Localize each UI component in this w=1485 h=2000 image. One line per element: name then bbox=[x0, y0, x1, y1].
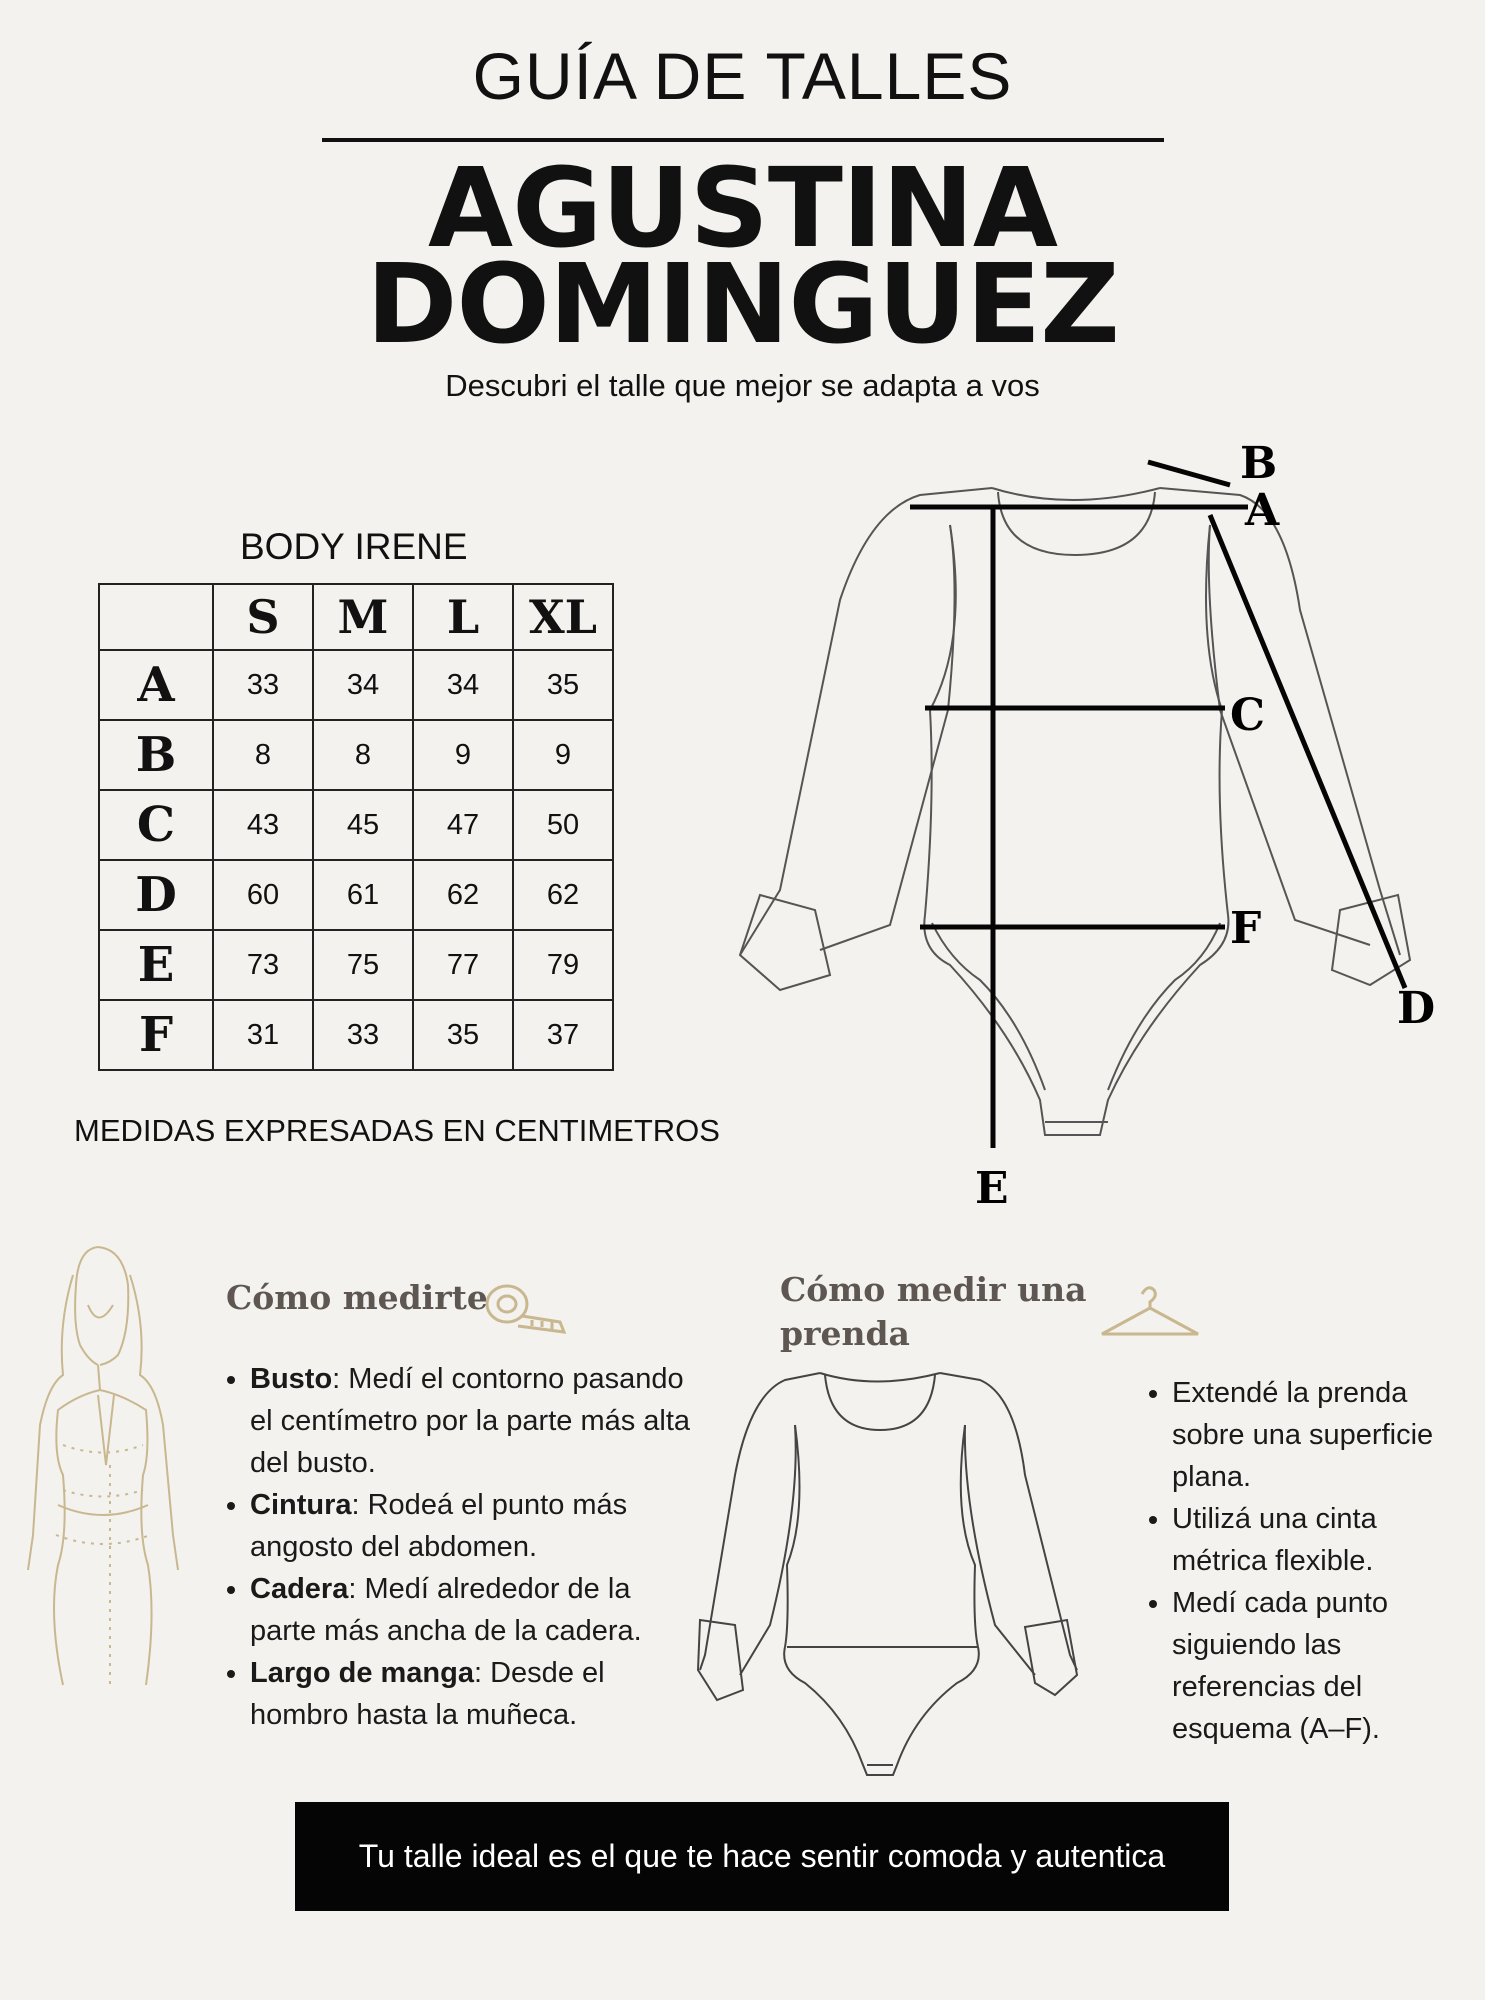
table-cell: 33 bbox=[313, 1000, 413, 1070]
list-item: • Medí cada punto siguiendo las referencias del esquema (A–F). bbox=[1172, 1582, 1472, 1750]
tip-term: Cintura bbox=[250, 1489, 352, 1521]
garment-sketch bbox=[695, 1365, 1125, 1785]
size-header-row bbox=[99, 584, 613, 650]
row-label: D bbox=[99, 860, 213, 930]
garment-title-line-2: prenda bbox=[780, 1314, 910, 1353]
measurement-lines bbox=[910, 462, 1405, 1148]
tip-text: : Rodeá el punto más angosto del abdomen. bbox=[250, 1489, 628, 1563]
table-cell: 79 bbox=[513, 930, 613, 1000]
size-header: M bbox=[313, 584, 413, 650]
tip-term: Busto bbox=[250, 1363, 333, 1395]
table-cell: 73 bbox=[213, 930, 313, 1000]
brand-line-1: AGUSTINA bbox=[427, 144, 1058, 272]
list-item bbox=[250, 1484, 700, 1568]
title-divider bbox=[322, 138, 1164, 142]
how-to-measure-garment-title bbox=[780, 1268, 1086, 1356]
label-c: C bbox=[1230, 690, 1266, 741]
list-item bbox=[250, 1568, 700, 1652]
bodysuit-measurement-diagram bbox=[720, 440, 1450, 1220]
guide-title: GUÍA DE TALLES bbox=[472, 39, 1013, 113]
measure-garment-list bbox=[1142, 1372, 1472, 1750]
row-label: C bbox=[99, 790, 213, 860]
units-note: MEDIDAS EXPRESADAS EN CENTIMETROS bbox=[74, 1113, 720, 1148]
table-cell: 8 bbox=[213, 720, 313, 790]
banner-text: Tu talle ideal es el que te hace sentir comoda y autentica bbox=[358, 1838, 1166, 1874]
table-cell: 47 bbox=[413, 790, 513, 860]
brand-name bbox=[0, 144, 1485, 368]
tip-text: : Medí alrededor de la parte más ancha de la cadera. bbox=[250, 1573, 642, 1647]
closing-banner bbox=[295, 1802, 1229, 1911]
how-to-measure-yourself-title: Cómo medirte bbox=[226, 1278, 488, 1317]
label-b: B bbox=[1240, 440, 1278, 489]
tagline: Descubri el talle que mejor se adapta a vos bbox=[445, 368, 1040, 403]
list-item: • Extendé la prenda sobre una superficie plana. bbox=[1172, 1372, 1472, 1498]
table-cell: 9 bbox=[413, 720, 513, 790]
garment-title-line-1: Cómo medir una bbox=[780, 1270, 1087, 1309]
row-label: F bbox=[99, 1000, 213, 1070]
table-row bbox=[99, 930, 613, 1000]
label-e: E bbox=[975, 1163, 1009, 1214]
list-item bbox=[250, 1358, 700, 1484]
table-cell: 75 bbox=[313, 930, 413, 1000]
table-cell: 9 bbox=[513, 720, 613, 790]
tip-term: Cadera bbox=[250, 1573, 349, 1605]
tip-text: : Desde el hombro hasta la muñeca. bbox=[250, 1657, 605, 1731]
table-cell: 62 bbox=[413, 860, 513, 930]
label-f: F bbox=[1230, 903, 1262, 954]
table-cell: 60 bbox=[213, 860, 313, 930]
hanger-icon bbox=[1098, 1282, 1202, 1342]
table-cell: 33 bbox=[213, 650, 313, 720]
size-header: L bbox=[413, 584, 513, 650]
table-corner bbox=[99, 584, 213, 650]
table-cell: 35 bbox=[513, 650, 613, 720]
table-cell: 61 bbox=[313, 860, 413, 930]
table-cell: 43 bbox=[213, 790, 313, 860]
measure-yourself-list bbox=[220, 1358, 700, 1736]
table-cell: 8 bbox=[313, 720, 413, 790]
size-table bbox=[98, 583, 614, 1071]
table-row bbox=[99, 1000, 613, 1070]
list-item bbox=[250, 1652, 700, 1736]
product-name: BODY IRENE bbox=[240, 526, 468, 567]
table-cell: 34 bbox=[313, 650, 413, 720]
tip-text: : Medí el contorno pasando el centímetro por la parte más alta del busto. bbox=[250, 1363, 691, 1479]
size-header: S bbox=[213, 584, 313, 650]
brand-line-2: DOMINGUEZ bbox=[366, 240, 1119, 368]
table-cell: 35 bbox=[413, 1000, 513, 1070]
table-cell: 31 bbox=[213, 1000, 313, 1070]
size-header: XL bbox=[513, 584, 613, 650]
measuring-tape-icon bbox=[482, 1280, 568, 1336]
table-cell: 50 bbox=[513, 790, 613, 860]
woman-measurement-sketch bbox=[18, 1235, 203, 1695]
table-row bbox=[99, 650, 613, 720]
row-label: E bbox=[99, 930, 213, 1000]
table-cell: 77 bbox=[413, 930, 513, 1000]
table-cell: 37 bbox=[513, 1000, 613, 1070]
table-row bbox=[99, 790, 613, 860]
table-cell: 62 bbox=[513, 860, 613, 930]
bodysuit-outline bbox=[740, 488, 1410, 1135]
label-a: A bbox=[1245, 485, 1280, 536]
label-d: D bbox=[1397, 983, 1436, 1034]
tip-term: Largo de manga bbox=[250, 1657, 474, 1689]
list-item: • Utilizá una cinta métrica flexible. bbox=[1172, 1498, 1472, 1582]
row-label: A bbox=[99, 650, 213, 720]
table-cell: 45 bbox=[313, 790, 413, 860]
table-cell: 34 bbox=[413, 650, 513, 720]
table-row bbox=[99, 860, 613, 930]
table-row bbox=[99, 720, 613, 790]
row-label: B bbox=[99, 720, 213, 790]
